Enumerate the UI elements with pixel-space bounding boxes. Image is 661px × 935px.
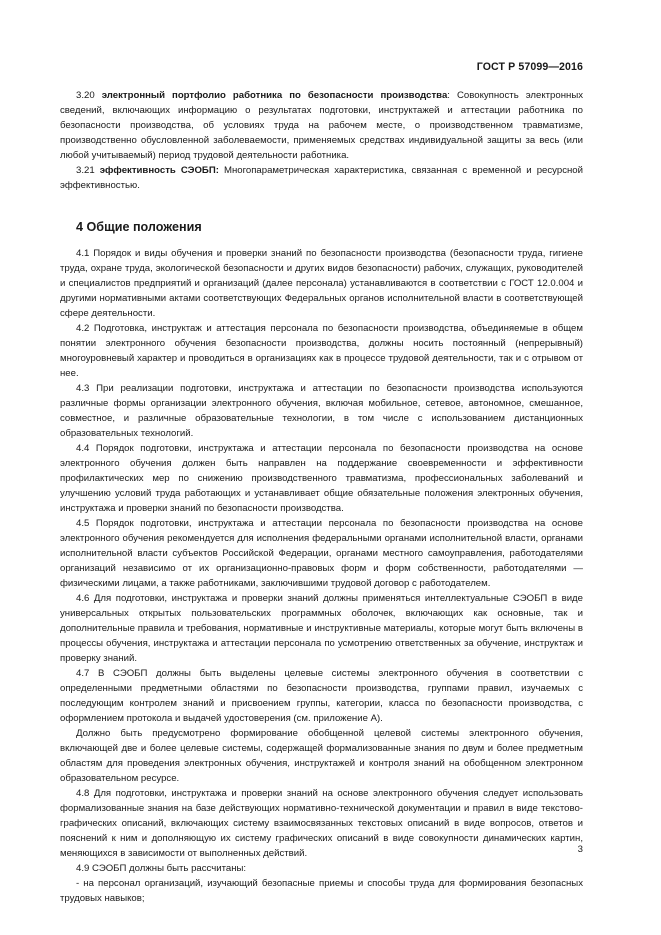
definition-text: Многопараметрическая характеристика, связанная с временной и ресурсной эффективностью. <box>60 165 583 191</box>
paragraph-4-5: 4.5 Порядок подготовки, инструктажа и аттестации персонала по безопасности производства на основе электронного обучения рекомендуется для исполнения федеральными органами исполнительной власти, органами исполнительной власти субъектов Российской Федерации, органами местного самоуправления, работодателями организаций независимо от их организационно-правовых форм и форм собственности, работодателями — физическими лицами, а также работниками, заключившими трудовой договор с работодателем. <box>60 518 583 589</box>
paragraph-4-8: 4.8 Для подготовки, инструктажа и проверки знаний на основе электронного обучения следует использовать формализованные знания на базе действующих нормативно-технической документации и правил в виде текстово-графических описаний, включающих систему взаимосвязанных текстовых описаний в виде вопросов, ответов и пояснений к ним и дополняющую их систему графических описаний в виде совокупности динамических картин, меняющихся в зависимости от выполненных действий. <box>60 788 583 859</box>
paragraph-4-1: 4.1 Порядок и виды обучения и проверки знаний по безопасности производства (безопасности труда, гигиене труда, охране труда, экологической безопасности и других видов безопасности) рабочих, служащих, руководителей и специалистов предприятий и организаций (далее персонала) устанавливаются в соответствии с ГОСТ 12.0.004 и другими нормативными актами соответствующих Федеральных органов исполнительной власти в соответствующей сфере деятельности. <box>60 248 583 319</box>
definition-number: 3.21 <box>76 165 95 176</box>
page-number: 3 <box>577 844 583 855</box>
standard-code: ГОСТ Р 57099—2016 <box>476 61 583 73</box>
paragraph-4-3: 4.3 При реализации подготовки, инструктажа и аттестации по безопасности производства используются различные формы организации электронного обучения, включая мобильное, сетевое, автономное, смешанное, совместное, и различные образовательные технологии, в том числе с использованием дистанционных образовательных технологий. <box>60 383 583 439</box>
definition-term: электронный портфолио работника по безопасности производства <box>101 90 448 101</box>
paragraph-4-7-cont: Должно быть предусмотрено формирование обобщенной целевой системы электронного обучения, включающей две и более целевые системы, содержащей формализованные знания по двум и более предметным областям для проведения электронных обучения, инструктажей и контроля знаний на обобщенном электронном образовательном ресурсе. <box>60 728 583 784</box>
definition-term: эффективность СЭОБП: <box>99 165 219 176</box>
definition-3-21 <box>60 163 583 193</box>
paragraph-4-2: 4.2 Подготовка, инструктаж и аттестация персонала по безопасности производства, объединяемые в общем понятии электронного обучения безопасности производства, должны носить постоянный (непрерывный) многоуровневый характер и проводиться в организациях как в процессе трудовой деятельности, так и с отрывом от нее. <box>60 323 583 379</box>
definition-text: : Совокупность электронных сведений, включающих информацию о результатах подготовки, инструктажей и аттестации работника по безопасности производства, об условиях труда на рабочем месте, о производственном травматизме, производственно обусловленной заболеваемости, применяемых средствах индивидуальной защиты за весь (или любой учитываемый) период трудовой деятельности работника. <box>60 90 584 161</box>
paragraph-4-4: 4.4 Порядок подготовки, инструктажа и аттестации персонала по безопасности производства на основе электронного обучения должен быть направлен на поддержание своевременности и эффективности профилактических мер по снижению производственного травматизма, профессиональных заболеваний и улучшению условий труда работающих и устанавливает общие обязательные положения электронных обучения, инструктажа и проверки знаний по безопасности производства. <box>60 443 583 514</box>
paragraph-4-6: 4.6 Для подготовки, инструктажа и проверки знаний должны применяться интеллектуальные СЭОБП в виде универсальных открытых пользовательских программных оболочек, включающих как основные, так и дополнительные правила и требования, нормативные и инструктивные материалы, которые могут быть включены в процессы обучения, инструктажа и аттестации персонала по усмотрению ответственных за обучение, инструктаж и проверку знаний. <box>60 593 583 664</box>
section-title: 4 Общие положения <box>76 220 202 234</box>
definition-number: 3.20 <box>76 90 95 101</box>
page-body <box>60 88 583 906</box>
list-item: - на персонал организаций, изучающий безопасные приемы и способы труда для формирования безопасных трудовых навыков; <box>60 878 583 904</box>
paragraph-4-9: 4.9 СЭОБП должны быть рассчитаны: <box>76 863 247 874</box>
definition-3-20 <box>60 88 583 163</box>
paragraph-4-7: 4.7 В СЭОБП должны быть выделены целевые системы электронного обучения в соответствии с определенными предметными областями по безопасности производства, группами правил, изучаемых с последующим контролем знаний и присвоением группы, категории, класса по безопасности производства, с оформлением протокола и выдачей удостоверения (см. приложение А). <box>60 668 583 724</box>
